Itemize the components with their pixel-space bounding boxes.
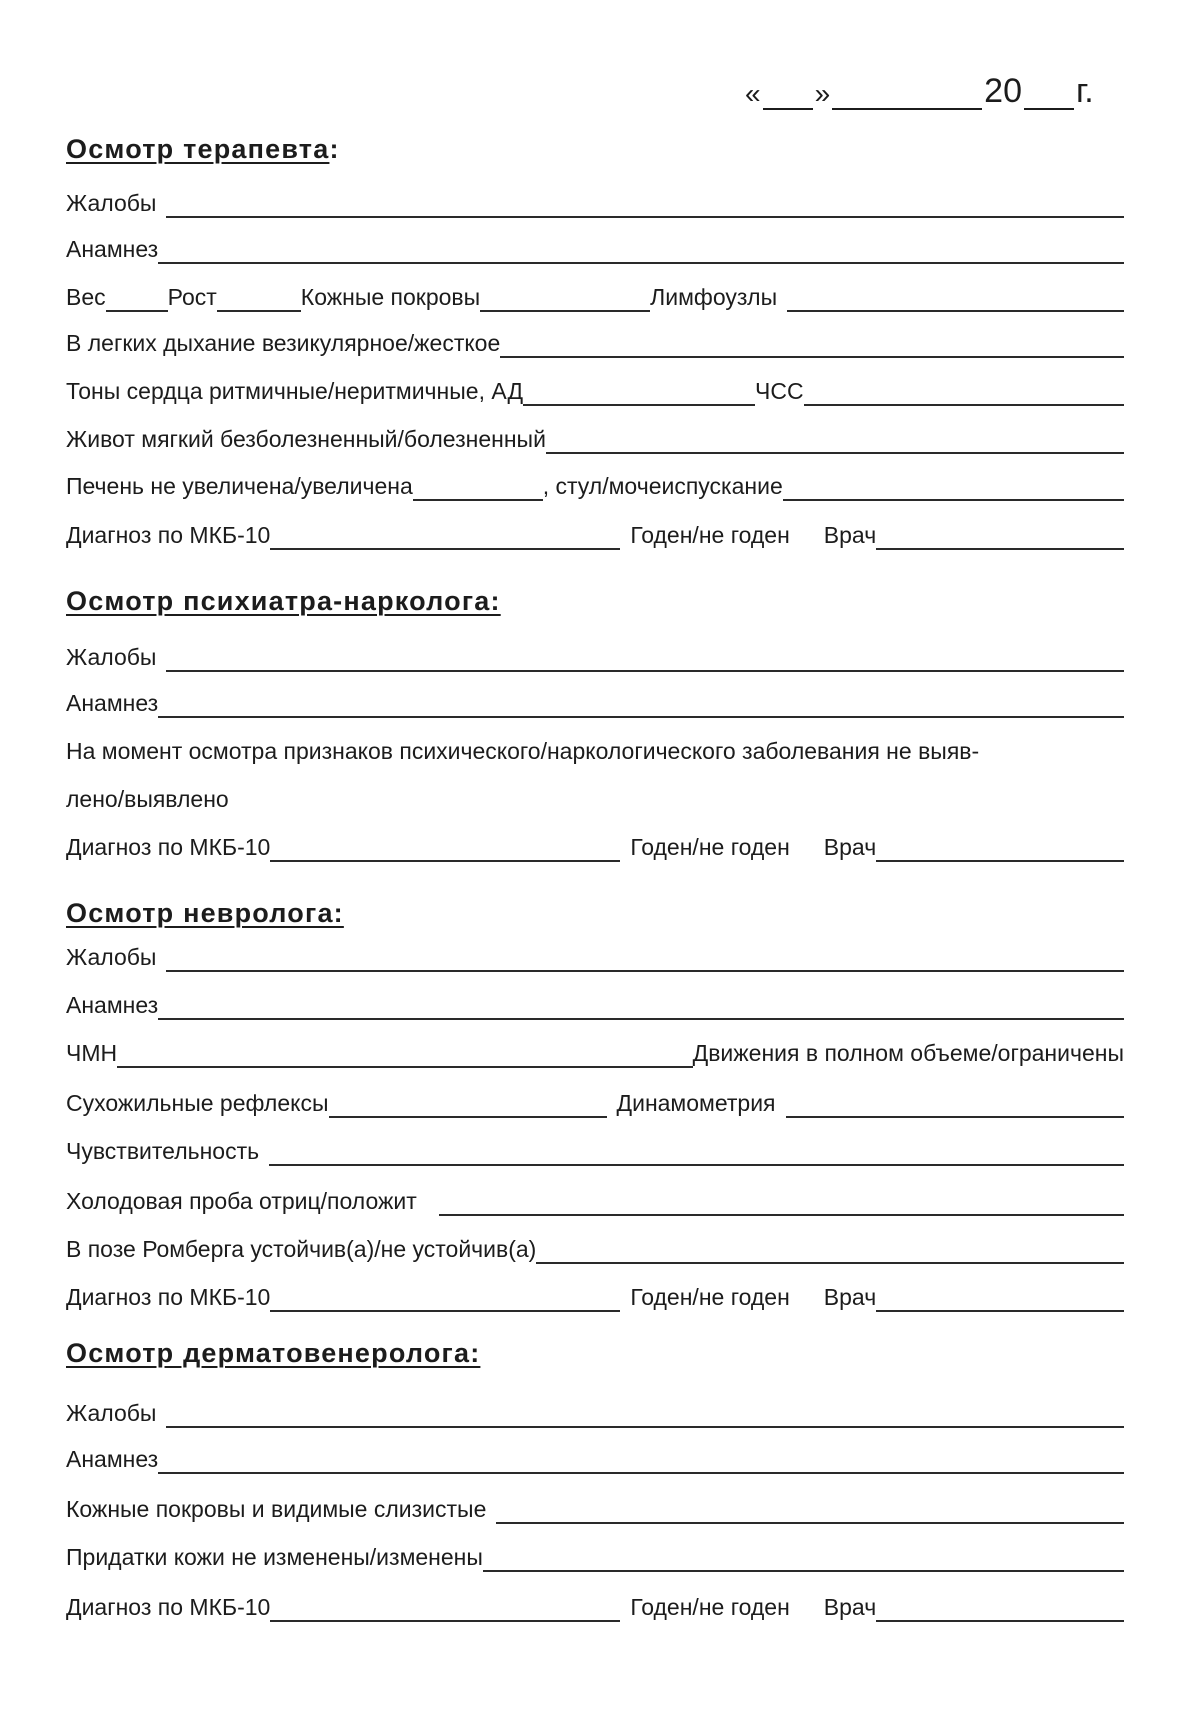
cranial-field[interactable]	[117, 1036, 693, 1068]
diagnosis-label: Диагноз по МКБ-10	[66, 834, 271, 860]
neurologist-doctor-field[interactable]	[876, 1280, 1124, 1312]
doctor-label: Врач	[823, 1594, 877, 1620]
stool-field[interactable]	[783, 469, 1124, 501]
neurologist-cranial-row	[66, 1036, 1124, 1068]
abdomen-label: Живот мягкий безболезненный/болезненный	[66, 426, 546, 452]
therapist-title-text: Осмотр терапевта	[66, 134, 330, 164]
hr-label: ЧСС	[755, 378, 804, 404]
sensitivity-field[interactable]	[269, 1134, 1124, 1166]
neurologist-anamnesis-field[interactable]	[158, 988, 1124, 1020]
lungs-label: В легких дыхание везикулярное/жесткое	[66, 330, 501, 356]
lungs-field[interactable]	[500, 326, 1124, 358]
diagnosis-label: Диагноз по МКБ-10	[66, 1284, 271, 1310]
therapist-liver-row	[66, 469, 1124, 501]
lymph-field[interactable]	[787, 280, 1124, 312]
dermatologist-appendages-row	[66, 1540, 1124, 1572]
anamnesis-label: Анамнез	[66, 690, 159, 716]
romberg-field[interactable]	[536, 1232, 1124, 1264]
complaints-label: Жалобы	[66, 1400, 157, 1426]
therapist-complaints-field[interactable]	[166, 186, 1124, 218]
therapist-anamnesis-row	[66, 232, 1124, 264]
neurologist-diagnosis-row	[66, 1280, 1124, 1312]
signs-text-line2: лено/выявлено	[66, 786, 229, 812]
blood-pressure-field[interactable]	[523, 374, 755, 406]
skin-mucosa-field[interactable]	[496, 1492, 1124, 1524]
year-suffix: г.	[1075, 72, 1094, 110]
movements-label: Движения в полном объеме/ограничены	[692, 1040, 1124, 1066]
month-field[interactable]	[832, 72, 982, 110]
neurologist-complaints-row	[66, 940, 1124, 972]
dermatologist-skin-row	[66, 1492, 1124, 1524]
dermatologist-anamnesis-field[interactable]	[158, 1442, 1124, 1474]
fit-label: Годен/не годен	[630, 1284, 790, 1310]
psychiatrist-title-text: Осмотр психиатра-нарколога:	[66, 586, 501, 616]
dynamometry-field[interactable]	[786, 1086, 1124, 1118]
skin-label: Кожные покровы	[300, 284, 481, 310]
appendages-field[interactable]	[483, 1540, 1124, 1572]
psychiatrist-diagnosis-field[interactable]	[270, 830, 620, 862]
neurologist-romberg-row	[66, 1232, 1124, 1264]
complaints-label: Жалобы	[66, 944, 157, 970]
therapist-anamnesis-field[interactable]	[158, 232, 1124, 264]
therapist-heart-row	[66, 374, 1124, 406]
section-title-neurologist	[66, 898, 344, 929]
fit-label: Годен/не годен	[630, 1594, 790, 1620]
dynamometry-label: Динамометрия	[616, 1090, 776, 1116]
quote-open: «	[745, 78, 761, 109]
doctor-label: Врач	[823, 1284, 877, 1310]
dermatologist-diagnosis-row	[66, 1590, 1124, 1622]
dermatologist-complaints-row	[66, 1396, 1124, 1428]
cold-test-label: Холодовая проба отриц/положит	[66, 1188, 417, 1214]
reflexes-field[interactable]	[329, 1086, 607, 1118]
diagnosis-label: Диагноз по МКБ-10	[66, 1594, 271, 1620]
psychiatrist-signs-row-2	[66, 782, 1124, 814]
day-field[interactable]	[763, 72, 813, 110]
neurologist-complaints-field[interactable]	[166, 940, 1124, 972]
therapist-lungs-row	[66, 326, 1124, 358]
date-line	[745, 66, 1125, 110]
heart-label: Тоны сердца ритмичные/неритмичные, АД	[66, 378, 524, 404]
therapist-abdomen-row	[66, 422, 1124, 454]
neurologist-title-text: Осмотр невролога:	[66, 898, 344, 928]
psychiatrist-complaints-field[interactable]	[166, 640, 1124, 672]
dermatologist-diagnosis-field[interactable]	[270, 1590, 620, 1622]
anamnesis-label: Анамнез	[66, 992, 159, 1018]
neurologist-anamnesis-row	[66, 988, 1124, 1020]
psychiatrist-doctor-field[interactable]	[876, 830, 1124, 862]
therapist-diagnosis-row	[66, 518, 1124, 550]
neurologist-diagnosis-field[interactable]	[270, 1280, 620, 1312]
stool-label: , стул/мочеиспускание	[542, 473, 783, 499]
lymph-label: Лимфоузлы	[650, 284, 778, 310]
cold-test-field[interactable]	[439, 1184, 1124, 1216]
doctor-label: Врач	[823, 834, 877, 860]
therapist-vitals-row	[66, 280, 1124, 312]
signs-text-line1: На момент осмотра признаков психического/наркологического заболевания не выяв-	[66, 738, 980, 764]
dermatologist-doctor-field[interactable]	[876, 1590, 1124, 1622]
complaints-label: Жалобы	[66, 190, 157, 216]
anamnesis-label: Анамнез	[66, 1446, 159, 1472]
therapist-title-colon: :	[329, 134, 340, 164]
psychiatrist-complaints-row	[66, 640, 1124, 672]
cranial-label: ЧМН	[66, 1040, 118, 1066]
fit-label: Годен/не годен	[630, 522, 790, 548]
dermatologist-complaints-field[interactable]	[166, 1396, 1124, 1428]
section-title-psychiatrist	[66, 586, 501, 617]
psychiatrist-anamnesis-field[interactable]	[158, 686, 1124, 718]
therapist-doctor-field[interactable]	[876, 518, 1124, 550]
psychiatrist-signs-row	[66, 734, 1124, 766]
skin-mucosa-label: Кожные покровы и видимые слизистые	[66, 1496, 487, 1522]
dermatologist-anamnesis-row	[66, 1442, 1124, 1474]
abdomen-field[interactable]	[546, 422, 1124, 454]
diagnosis-label: Диагноз по МКБ-10	[66, 522, 271, 548]
reflexes-label: Сухожильные рефлексы	[66, 1090, 329, 1116]
doctor-label: Врач	[823, 522, 877, 548]
therapist-diagnosis-field[interactable]	[270, 518, 620, 550]
therapist-complaints-row	[66, 186, 1124, 218]
romberg-label: В позе Ромберга устойчив(а)/не устойчив(а)	[66, 1236, 537, 1262]
liver-field[interactable]	[413, 469, 543, 501]
complaints-label: Жалобы	[66, 644, 157, 670]
heart-rate-field[interactable]	[804, 374, 1124, 406]
neurologist-cold-test-row	[66, 1184, 1124, 1216]
height-field[interactable]	[217, 280, 301, 312]
quote-close: »	[814, 78, 831, 109]
anamnesis-label: Анамнез	[66, 236, 159, 262]
skin-field[interactable]	[480, 280, 650, 312]
section-title-dermatologist	[66, 1338, 480, 1369]
weight-label: Вес	[66, 284, 106, 310]
neurologist-reflexes-row	[66, 1086, 1124, 1118]
dermatologist-title-text: Осмотр дерматовенеролога:	[66, 1338, 481, 1368]
neurologist-sensitivity-row	[66, 1134, 1124, 1166]
appendages-label: Придатки кожи не изменены/изменены	[66, 1544, 483, 1570]
liver-label: Печень не увеличена/увеличена	[66, 473, 413, 499]
sensitivity-label: Чувствительность	[66, 1138, 260, 1164]
height-label: Рост	[167, 284, 217, 310]
year-prefix: 20	[984, 72, 1022, 110]
psychiatrist-anamnesis-row	[66, 686, 1124, 718]
year-field[interactable]	[1024, 72, 1074, 110]
fit-label: Годен/не годен	[630, 834, 790, 860]
section-title-therapist	[66, 134, 340, 165]
weight-field[interactable]	[106, 280, 168, 312]
psychiatrist-diagnosis-row	[66, 830, 1124, 862]
